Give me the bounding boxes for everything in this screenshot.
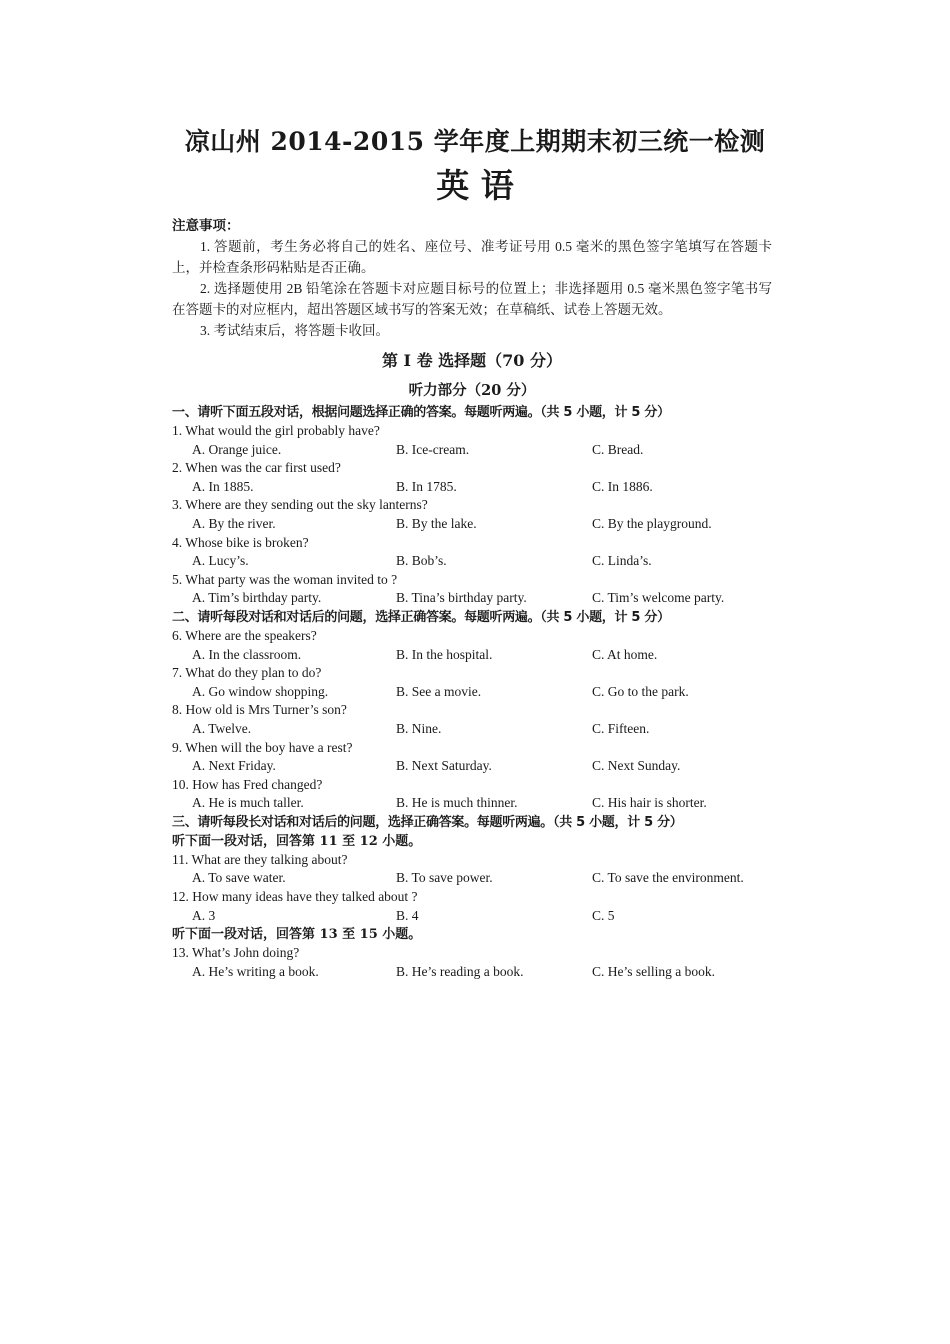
answer-options	[172, 589, 772, 608]
notice-heading: 注意事项：	[172, 218, 240, 233]
option-b: B. He is much thinner.	[396, 795, 518, 811]
question-text: 8. How old is Mrs Turner’s son?	[172, 702, 347, 718]
answer-options	[172, 963, 772, 982]
option-c: C. Tim’s welcome party.	[592, 590, 725, 606]
option-c: C. Bread.	[592, 441, 644, 457]
option-b: B. He’s reading a book.	[396, 963, 524, 979]
option-c: C. Next Sunday.	[592, 758, 681, 774]
question-groups	[172, 403, 772, 981]
option-a: A. Go window shopping.	[192, 683, 329, 699]
option-c: C. To save the environment.	[592, 870, 744, 886]
option-b: B. In 1785.	[396, 478, 457, 494]
option-a: A. Tim’s birthday party.	[192, 590, 322, 606]
answer-options	[172, 794, 772, 813]
answer-options	[172, 552, 772, 571]
question-group	[172, 608, 772, 813]
option-b: B. Nine.	[396, 720, 442, 736]
question-text: 6. Where are the speakers?	[172, 627, 317, 643]
answer-options	[172, 907, 772, 926]
notice-item: 3. 考试结束后，将答题卡收回。	[200, 323, 389, 338]
answer-options	[172, 441, 772, 460]
group-instruction: 一、请听下面五段对话，根据问题选择正确的答案。每题听两遍。（共 5 小题，计 5 分）	[172, 405, 670, 420]
question-text: 5. What party was the woman invited to ?	[172, 571, 398, 587]
question-text: 13. What’s John doing?	[172, 945, 300, 961]
question-text: 12. How many ideas have they talked about ?	[172, 889, 418, 905]
question-group	[172, 403, 772, 608]
option-b: B. By the lake.	[396, 515, 477, 531]
question-text: 3. Where are they sending out the sky lanterns?	[172, 497, 428, 513]
option-b: B. 4	[396, 907, 419, 923]
sub-instruction: 听下面一段对话，回答第 11 至 12 小题。	[172, 833, 422, 849]
question-group	[172, 813, 772, 982]
group-instruction: 二、请听每段对话和对话后的问题，选择正确答案。每题听两遍。（共 5 小题，计 5 分）	[172, 609, 670, 625]
part-title: 听力部分（20 分）	[408, 382, 536, 399]
option-b: B. Next Saturday.	[396, 758, 492, 774]
option-a: A. He’s writing a book.	[192, 963, 319, 979]
answer-options	[172, 869, 772, 888]
option-b: B. Ice-cream.	[396, 441, 470, 457]
answer-options	[172, 646, 772, 665]
option-c: C. Go to the park.	[592, 683, 689, 699]
option-b: B. To save power.	[396, 870, 493, 886]
question-text: 1. What would the girl probably have?	[172, 423, 380, 438]
answer-options	[172, 683, 772, 702]
option-c: C. He’s selling a book.	[592, 963, 715, 979]
section-title: 第 I 卷 选择题（70 分）	[381, 351, 563, 370]
option-c: C. 5	[592, 907, 615, 923]
notice-item: 1. 答题前，考生务必将自己的姓名、座位号、准考证号用 0.5 毫米的黑色签字笔填写在答题卡上，并检查条形码粘贴是否正确。	[172, 239, 772, 275]
answer-options	[172, 720, 772, 739]
option-c: C. In 1886.	[592, 478, 653, 494]
option-b: B. See a movie.	[396, 683, 482, 699]
question-text: 11. What are they talking about?	[172, 851, 348, 867]
exam-title: 凉山州 2014-2015 学年度上期期末初三统一检测	[184, 127, 766, 156]
option-a: A. 3	[192, 907, 216, 923]
question-text: 9. When will the boy have a rest?	[172, 739, 353, 755]
option-a: A. In the classroom.	[192, 646, 302, 662]
option-c: C. At home.	[592, 646, 658, 662]
notice-item: 2. 选择题使用 2B 铅笔涂在答题卡对应题目标号的位置上；非选择题用 0.5 毫米黑色签字笔书写在答题卡的对应框内，超出答题区域书写的答案无效；在草稿纸、试卷上答题无效。	[172, 281, 772, 317]
question-text: 7. What do they plan to do?	[172, 665, 322, 681]
question-text: 10. How has Fred changed?	[172, 776, 323, 792]
question-text: 2. When was the car first used?	[172, 460, 341, 476]
answer-options	[172, 757, 772, 776]
notice-section	[172, 216, 772, 341]
option-a: A. Next Friday.	[192, 758, 276, 774]
question-text: 4. Whose bike is broken?	[172, 534, 309, 550]
option-c: C. Linda’s.	[592, 553, 652, 569]
option-a: A. Lucy’s.	[192, 553, 249, 569]
subject-title: 英 语	[436, 166, 514, 205]
sub-instruction: 听下面一段对话，回答第 13 至 15 小题。	[172, 927, 422, 943]
option-b: B. Bob’s.	[396, 553, 447, 569]
option-c: C. Fifteen.	[592, 720, 650, 736]
option-a: A. Twelve.	[192, 720, 252, 736]
answer-options	[172, 515, 772, 534]
option-c: C. His hair is shorter.	[592, 795, 707, 811]
option-b: B. Tina’s birthday party.	[396, 590, 527, 606]
option-a: A. In 1885.	[192, 478, 254, 494]
option-b: B. In the hospital.	[396, 646, 493, 662]
group-instruction: 三、请听每段长对话和对话后的问题，选择正确答案。每题听两遍。（共 5 小题，计 5 分）	[172, 814, 683, 830]
option-a: A. He is much taller.	[192, 795, 304, 811]
option-c: C. By the playground.	[592, 515, 712, 531]
option-a: A. To save water.	[192, 870, 286, 886]
option-a: A. Orange juice.	[192, 441, 282, 457]
answer-options	[172, 478, 772, 497]
option-a: A. By the river.	[192, 515, 276, 531]
exam-content	[172, 216, 772, 981]
